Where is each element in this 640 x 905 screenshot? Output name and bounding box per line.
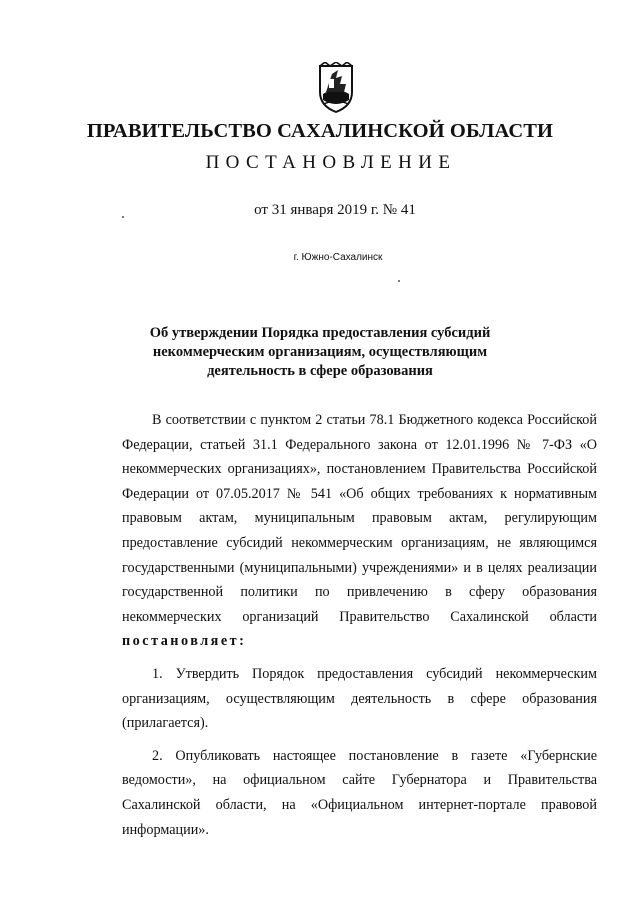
document-body [122,408,597,842]
subject-line: деятельность в сфере образования [207,363,433,379]
subject-line: некоммерческим организациям, осуществляющим [152,344,488,360]
scan-speck [398,280,400,282]
document-subject [130,324,510,381]
item-1-paragraph: 1. Утвердить Порядок предоставления субсидий некоммерческим организациям, осуществляющим деятельность в сфере образования (прилагается). [122,665,597,732]
sakhalin-coat-of-arms-icon [316,62,356,114]
document-type: ПОСТАНОВЛЕНИЕ [205,152,457,173]
preamble-paragraph [122,408,597,654]
item-2-paragraph: 2. Опубликовать настоящее постановление в газете «Губернские ведомости», на официальном сайте Губернатора и Правительства Сахалинской области, на «Официальном интернет-портале правовой информации». [122,747,597,838]
scan-speck [122,216,124,218]
subject-line: Об утверждении Порядка предоставления субсидий [149,325,491,341]
government-name: ПРАВИТЕЛЬСТВО САХАЛИНСКОЙ ОБЛАСТИ [86,120,554,142]
city: г. Южно-Сахалинск [293,252,383,263]
preamble-text: В соответствии с пунктом 2 статьи 78.1 Бюджетного кодекса Российской Федерации, статьей 31.1 Федерального закона от 12.01.1996 № 7-ФЗ «О некоммерческих организациях», постановлением Правительства Российской Федерации от 07.05.2017 № 541 «Об общих требованиях к нормативным правовым актам, муниципальным правовым актам, регулирующим предоставление субсидий некоммерческим организациям, не являющимся государственными (муниципальными) учреждениями» и в целях реализации государственной политики по привлечению в сферу образования некоммерческих организаций Правительство Сахалинской области [122,412,597,625]
decree-word: постановляет: [122,633,247,650]
document-date-number: от 31 января 2019 г. № 41 [254,202,416,218]
